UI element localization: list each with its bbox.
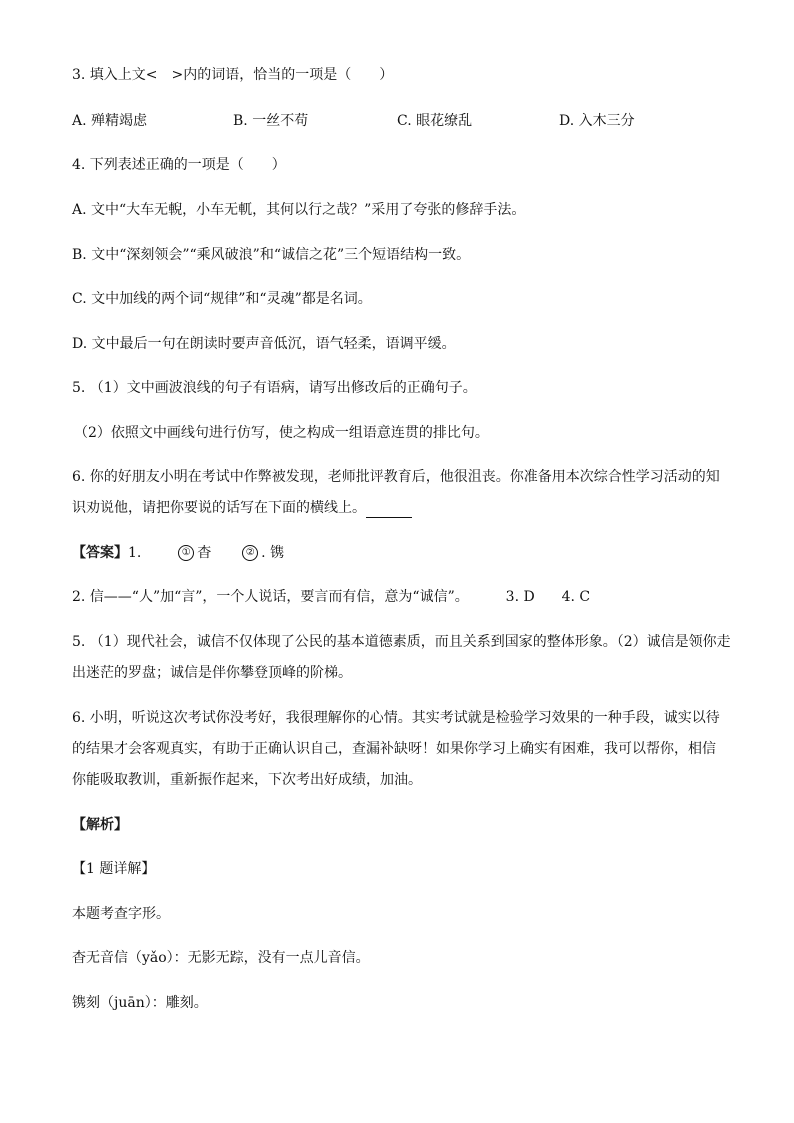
q4-option-d: D. 文中最后一句在朗读时要声音低沉，语气轻柔，语调平缓。 [72,336,456,352]
analysis-subheading: 【1 题详解】 [72,861,156,877]
q4-option-b: B. 文中“深刻领会”“乘风破浪”和“诚信之花”三个短语结构一致。 [72,247,471,263]
answer-2: 2. 信——“人”加“言”，一个人说话，要言而有信，意为“诚信”。 [72,589,469,605]
circled-1-icon: ① [178,545,194,561]
analysis-line-3: 镌刻（juān）：雕刻。 [72,995,208,1011]
q3-option-c: C. 眼花缭乱 [397,113,473,129]
answer-1-char-2: . 镌 [261,545,285,561]
q6-line-2-text: 识劝说他，请把你要说的话写在下面的横线上。 [72,500,366,516]
q5-line-2: （2）依照文中画线句进行仿写，使之构成一组语意连贯的排比句。 [74,425,489,441]
answer-line-2 [72,587,590,607]
q3-stem: 3. 填入上文< >内的词语，恰当的一项是（ ） [72,67,394,83]
answer-line-1 [72,543,284,563]
analysis-label: 【解析】 [72,817,128,833]
q6-line-1: 6. 你的好朋友小明在考试中作弊被发现，老师批评教育后，他很沮丧。你准备用本次综合性学习活动的知 [72,469,720,485]
answer-1-num: 1. [128,545,142,561]
answer-5-line-2: 出迷茫的罗盘；诚信是伴你攀登顶峰的阶梯。 [72,665,352,681]
answer-blank [366,503,412,518]
q5-line-1: 5. （1）文中画波浪线的句子有语病，请写出修改后的正确句子。 [72,380,477,396]
answer-label: 【答案】 [72,545,128,561]
q4-option-a: A. 文中“大车无輗，小车无軏，其何以行之哉？”采用了夸张的修辞手法。 [72,202,526,218]
analysis-line-1: 本题考查字形。 [72,906,170,922]
answer-6-line-2: 的结果才会客观真实，有助于正确认识自己，查漏补缺呀！如果你学习上确实有困难，我可以帮你，相信 [72,741,716,757]
answer-5-line-1: 5. （1）现代社会，诚信不仅体现了公民的基本道德素质，而且关系到国家的整体形象。（2）诚信是领你走 [72,634,731,650]
q3-option-b: B. 一丝不苟 [233,113,309,129]
q6-line-2 [72,498,412,518]
circled-2-icon: ② [242,545,258,561]
analysis-line-2: 杳无音信（yǎo）：无影无踪，没有一点儿音信。 [72,950,370,966]
q3-option-a: A. 殚精竭虑 [72,113,148,129]
answer-6-line-1: 6. 小明，听说这次考试你没考好，我很理解你的心情。其实考试就是检验学习效果的一种手段，诚实以待 [72,710,720,726]
answer-3: 3. D [505,589,535,605]
answer-6-line-3: 你能吸取教训，重新振作起来，下次考出好成绩，加油。 [72,772,422,788]
answer-4: 4. C [561,589,591,605]
q4-stem: 4. 下列表述正确的一项是（ ） [72,157,286,173]
q4-option-c: C. 文中加线的两个词“规律”和“灵魂”都是名词。 [72,291,372,307]
answer-1-char-1: 杳 [197,545,212,561]
q3-option-d: D. 入木三分 [559,113,635,129]
